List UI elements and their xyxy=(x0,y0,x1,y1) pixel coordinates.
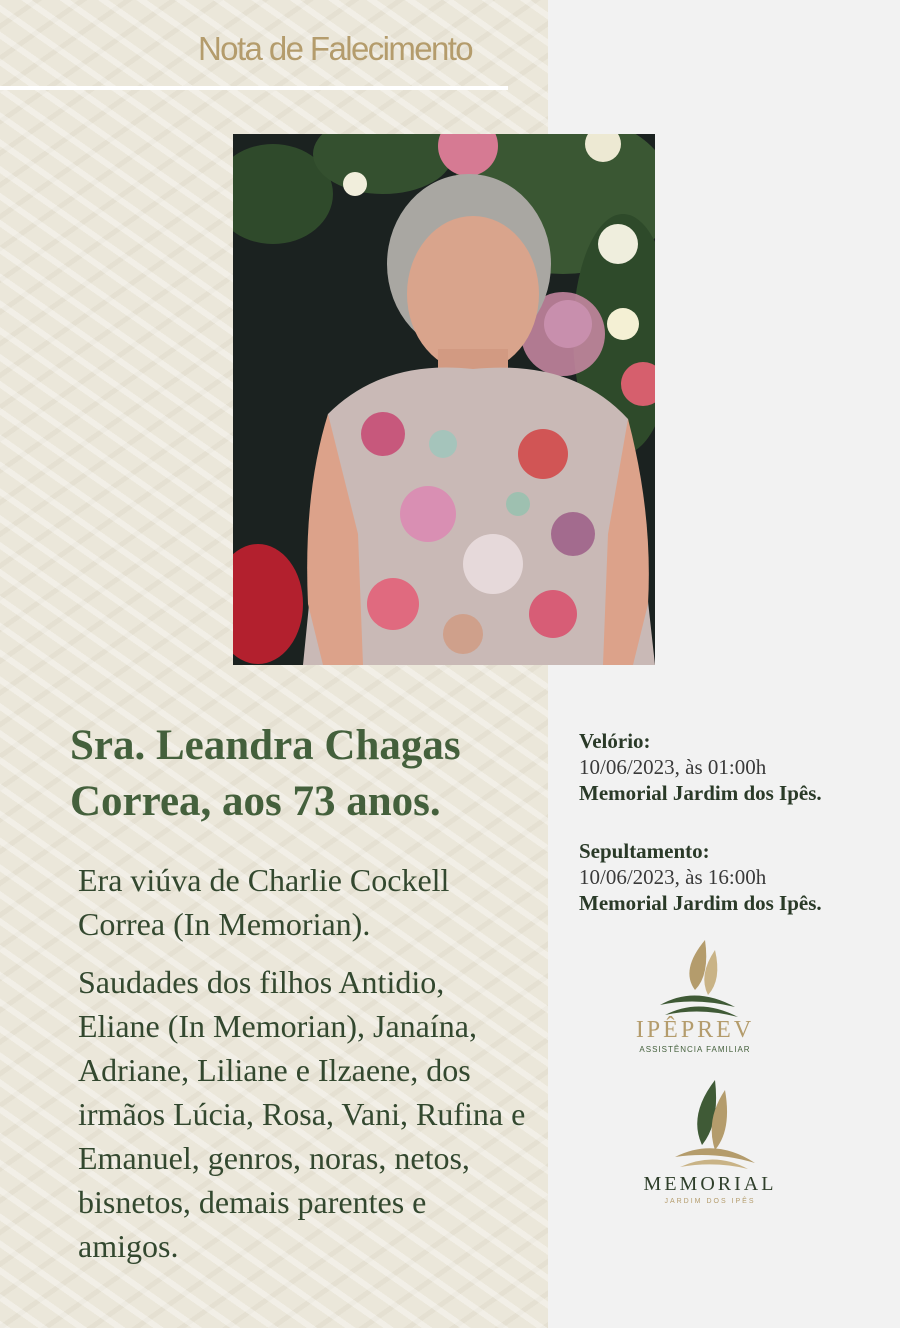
wake-info xyxy=(579,728,889,806)
page-title: Nota de Falecimento xyxy=(197,30,473,67)
flame-leaf-icon xyxy=(620,935,770,1020)
portrait-photo-icon xyxy=(233,134,655,665)
memorial-name: MEMORIAL xyxy=(643,1173,777,1195)
wake-datetime: 10/06/2023, às 01:00h xyxy=(579,755,767,779)
burial-label: Sepultamento: xyxy=(579,839,710,863)
wake-label: Velório: xyxy=(579,729,651,753)
deceased-name: Sra. Leandra Chagas Correa, aos 73 anos. xyxy=(70,722,461,825)
ipeprev-name: IPÊPREV xyxy=(635,1017,755,1043)
wake-place: Memorial Jardim dos Ipês. xyxy=(579,781,822,805)
memorial-tagline: JARDIM DOS IPÊS xyxy=(664,1198,756,1205)
burial-datetime: 10/06/2023, às 16:00h xyxy=(579,865,767,889)
widow-paragraph: Era viúva de Charlie Cockell Correa (In Memorian). xyxy=(78,862,450,942)
burial-place: Memorial Jardim dos Ipês. xyxy=(579,891,822,915)
burial-info xyxy=(579,838,889,916)
ipeprev-logo xyxy=(620,935,770,1060)
flame-leaf-icon xyxy=(620,1075,800,1170)
family-paragraph: Saudades dos filhos Antidio, Eliane (In Memorian), Janaína, Adriane, Liliane e Ilzaene, dos irmãos Lúcia, Rosa, Vani, Rufina e Emanuel, genros, noras, netos, bisnetos, demais parentes e amigos. xyxy=(78,964,526,1264)
ipeprev-tagline: ASSISTÊNCIA FAMILIAR xyxy=(639,1045,751,1054)
portrait-photo xyxy=(233,134,655,665)
memorial-logo xyxy=(620,1075,800,1215)
header-divider xyxy=(0,86,508,90)
